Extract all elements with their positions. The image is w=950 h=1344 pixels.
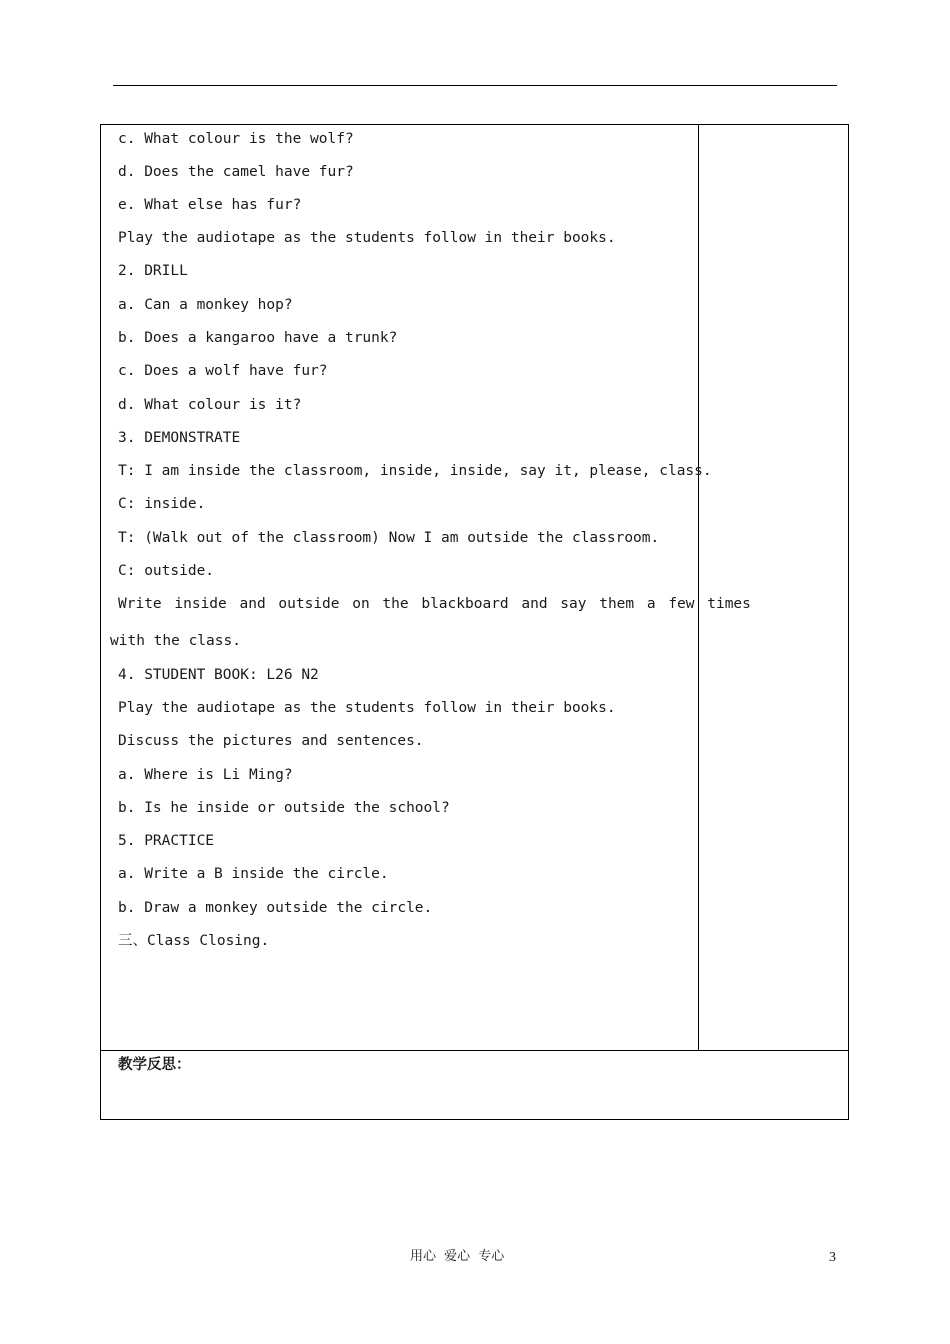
lesson-table <box>100 124 849 1120</box>
lesson-line: Play the audiotape as the students follow in their books. <box>118 230 616 246</box>
section-heading: 三、Class Closing. <box>118 933 270 949</box>
lesson-line: d. Does the camel have fur? <box>118 164 354 180</box>
page-number: 3 <box>829 1250 836 1265</box>
lesson-line: a. Can a monkey hop? <box>118 297 293 313</box>
section-heading: 3. DEMONSTRATE <box>118 430 241 446</box>
footer-motto: 用心 爱心 专心 <box>410 1249 505 1264</box>
lesson-line: b. Is he inside or outside the school? <box>118 800 450 816</box>
lesson-line: T: I am inside the classroom, inside, inside, say it, please, class. <box>118 463 712 479</box>
lesson-line: e. What else has fur? <box>118 197 302 213</box>
lesson-line: C: outside. <box>118 563 215 579</box>
lesson-content-cell <box>101 125 751 1051</box>
lesson-line: C: inside. <box>118 496 206 512</box>
lesson-line: c. Does a wolf have fur? <box>118 363 328 379</box>
lesson-line: d. What colour is it? <box>118 397 302 413</box>
lesson-line: b. Does a kangaroo have a trunk? <box>118 330 398 346</box>
lesson-line: a. Write a B inside the circle. <box>118 866 389 882</box>
reflection-cell <box>101 1051 848 1119</box>
lesson-line: c. What colour is the wolf? <box>118 131 354 147</box>
reflection-label: 教学反思： <box>118 1057 191 1073</box>
lesson-line: Play the audiotape as the students follow in their books. <box>118 700 616 716</box>
lesson-line: Discuss the pictures and sentences. <box>118 733 424 749</box>
lesson-line: Write inside and outside on the blackboard and say them a few times <box>118 596 751 612</box>
notes-cell <box>699 125 848 1051</box>
header-rule <box>113 85 837 86</box>
section-heading: 4. STUDENT BOOK: L26 N2 <box>118 667 319 683</box>
lesson-line: T: (Walk out of the classroom) Now I am outside the classroom. <box>118 530 660 546</box>
lesson-line: b. Draw a monkey outside the circle. <box>118 900 433 916</box>
lesson-line: a. Where is Li Ming? <box>118 767 293 783</box>
lesson-line: with the class. <box>110 633 241 649</box>
section-heading: 2. DRILL <box>118 263 188 279</box>
section-heading: 5. PRACTICE <box>118 833 215 849</box>
